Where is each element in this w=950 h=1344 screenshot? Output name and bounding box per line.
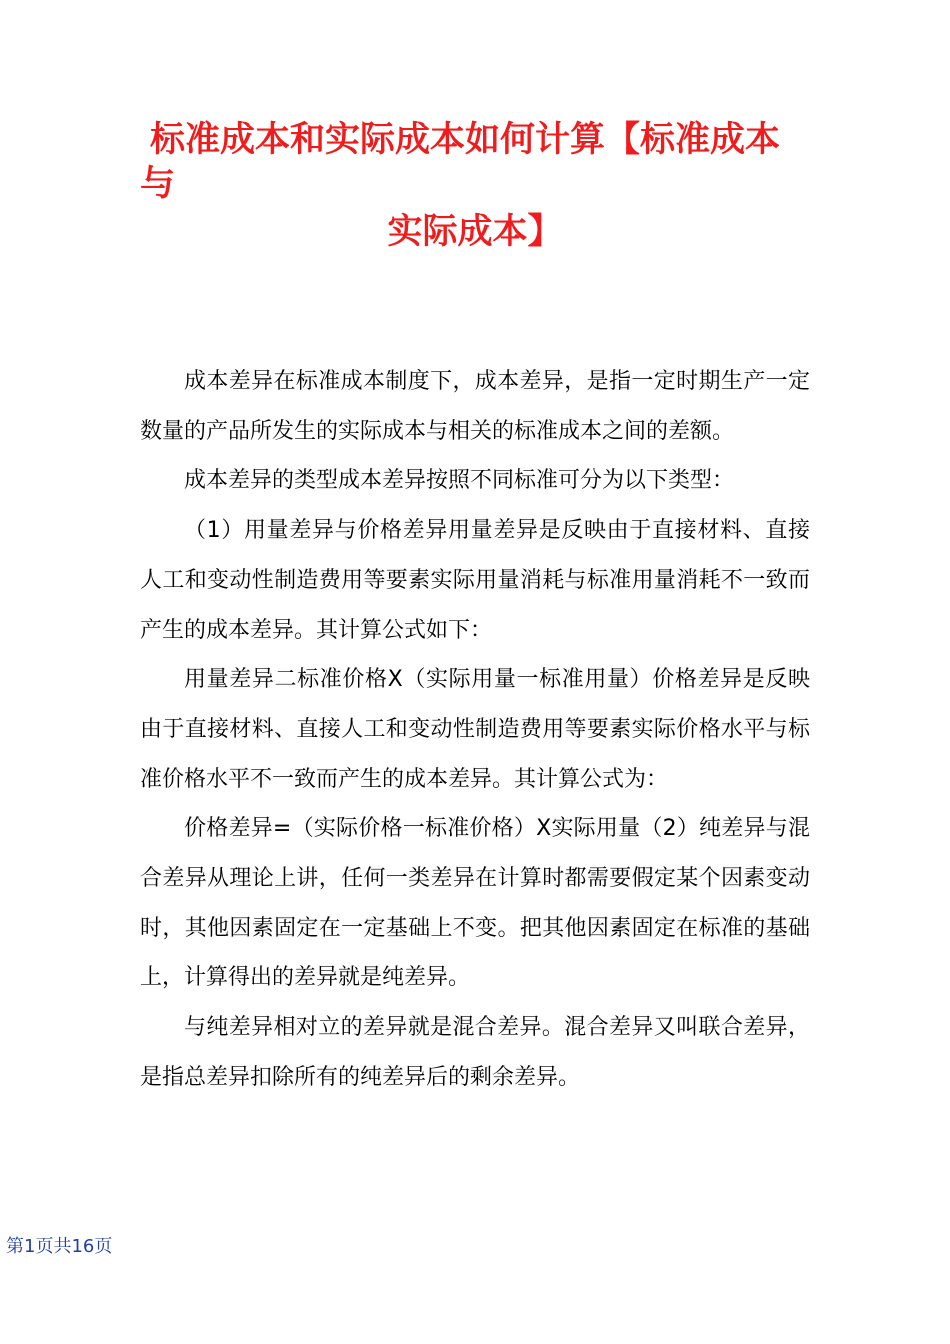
paragraph-1: 成本差异在标准成本制度下，成本差异，是指一定时期生产一定数量的产品所发生的实际成本与相关的标准成本之间的差额。 xyxy=(140,369,810,444)
document-body xyxy=(140,357,810,1103)
page-number-footer: 第1页共16页 xyxy=(6,1236,113,1257)
paragraph-3: （1）用量差异与价格差异用量差异是反映由于直接材料、直接人工和变动性制造费用等要素实际用量消耗与标准用量消耗不一致而产生的成本差异。其计算公式如下： xyxy=(140,518,810,643)
paragraph-2: 成本差异的类型成本差异按照不同标准可分为以下类型： xyxy=(184,468,735,494)
paragraph-6: 与纯差异相对立的差异就是混合差异。混合差异又叫联合差异，是指总差异扣除所有的纯差异后的剩余差异。 xyxy=(140,1015,810,1090)
document-title-line-2: 实际成本】 xyxy=(387,212,563,252)
paragraph-5: 价格差异=（实际价格一标准价格）X实际用量（2）纯差异与混合差异从理论上讲，任何一类差异在计算时都需要假定某个因素变动时，其他因素固定在一定基础上不变。把其他因素固定在标准的基础上，计算得出的差异就是纯差异。 xyxy=(140,816,810,991)
paragraph-4: 用量差异二标准价格X（实际用量一标准用量）价格差异是反映由于直接材料、直接人工和变动性制造费用等要素实际价格水平与标准价格水平不一致而产生的成本差异。其计算公式为： xyxy=(140,667,810,792)
document-title-line-1: 标准成本和实际成本如何计算【标准成本与 xyxy=(140,120,781,204)
